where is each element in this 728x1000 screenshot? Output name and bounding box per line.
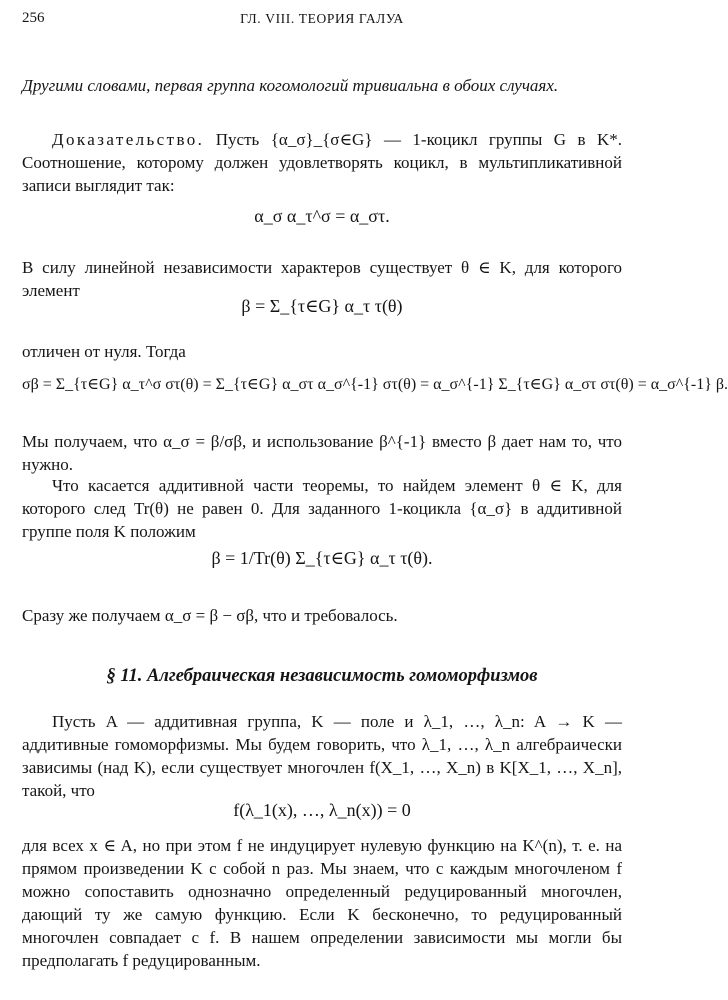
proof-paragraph-6: Сразу же получаем α_σ = β − σβ, что и требовалось. [22,606,398,625]
proof-label: Доказательство. [52,130,205,149]
equation-sigma-beta: σβ = Σ_{τ∈G} α_τ^σ στ(θ) = Σ_{τ∈G} α_στ α_σ^{-1} στ(θ) = α_σ^{-1} Σ_{τ∈G} α_στ στ(θ) = α_σ^{-1} β. [22,376,728,393]
intro-statement: Другими словами, первая группа когомологий тривиальна в обоих случаях. [22,76,559,95]
equation-beta: β = Σ_{τ∈G} α_τ τ(θ) [241,296,403,316]
equation-additive-beta: β = 1/Tr(θ) Σ_{τ∈G} α_τ τ(θ). [211,548,433,568]
equation-cocycle: α_σ α_τ^σ = α_στ. [254,206,390,226]
section-paragraph-1: Пусть A — аддитивная группа, K — поле и λ_1, …, λ_n: A → K — аддитивные гомоморфизмы. Мы будем говорить, что λ_1, …, λ_n алгебраически зависимы (над K), если существует многочлен f(X_1, …, X_n) в K[X_1, …, X_n], такой, что [22,712,622,800]
proof-line-1: Пусть {α_σ}_{σ∈G} — 1-коцикл группы G в K*. Соотношение, которому должен удовлетворять коцикл, в мультипликативной записи выглядит так: [22,130,622,195]
proof-paragraph-4: Мы получаем, что α_σ = β/σβ, и использование β^{-1} вместо β дает нам то, что нужно. [22,432,622,474]
running-title: ГЛ. VIII. ТЕОРИЯ ГАЛУА [240,11,404,26]
page-header [22,10,622,30]
proof-paragraph-3: отличен от нуля. Тогда [22,342,186,361]
section-heading: § 11. Алгебраическая независимость гомоморфизмов [106,666,538,686]
proof-paragraph-5: Что касается аддитивной части теоремы, то найдем элемент θ ∈ K, для которого след Tr(θ) не равен 0. Для заданного 1-коцикла {α_σ} в аддитивной группе поля K положим [22,476,622,541]
page-number: 256 [22,10,45,26]
proof-paragraph-1 [22,128,622,197]
proof-paragraph-2: В силу линейной независимости характеров существует θ ∈ K, для которого элемент [22,258,622,300]
section-paragraph-2: для всех x ∈ A, но при этом f не индуцирует нулевую функцию на K^(n), т. е. на прямом произведении K с собой n раз. Мы знаем, что с каждым многочленом f можно сопоставить однозначно определенный редуцированный многочлен, дающий ту же самую функцию. Если K бесконечно, то редуцированный многочлен совпадает с f. В нашем определении зависимости мы могли бы предполагать f редуцированным. [22,836,622,970]
equation-dependence: f(λ_1(x), …, λ_n(x)) = 0 [233,800,411,820]
